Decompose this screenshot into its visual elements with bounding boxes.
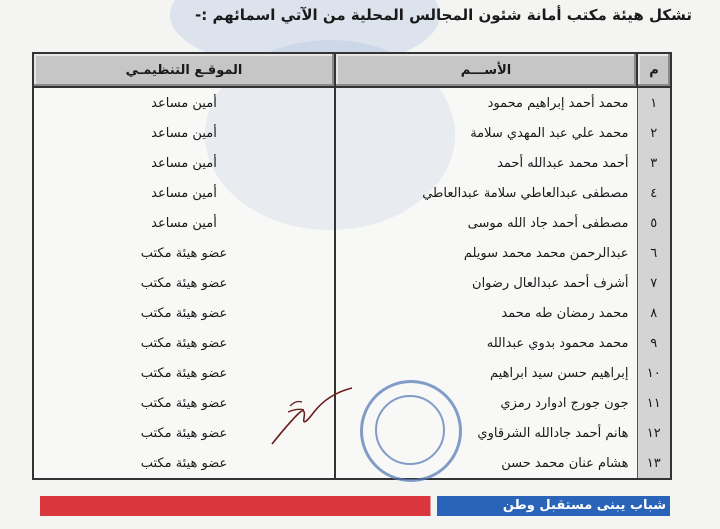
handwritten-signature xyxy=(268,384,358,454)
cell-role: أمين مساعد xyxy=(33,208,335,238)
cell-num: ٣ xyxy=(637,148,671,178)
cell-num: ٨ xyxy=(637,298,671,328)
cell-name: مصطفى عبدالعاطي سلامة عبدالعاطي xyxy=(335,178,637,208)
footer-slogan: شباب يبنى مستقبل وطن xyxy=(502,498,666,513)
cell-num: ٦ xyxy=(637,238,671,268)
cell-role: أمين مساعد xyxy=(33,178,335,208)
header-name: الأســـم xyxy=(335,53,637,87)
cell-name: إبراهيم حسن سيد ابراهيم xyxy=(335,358,637,388)
cell-role: أمين مساعد xyxy=(33,118,335,148)
table-row xyxy=(33,118,671,148)
cell-name: محمد محمود بدوي عبدالله xyxy=(335,328,637,358)
cell-num: ٧ xyxy=(637,268,671,298)
cell-name: أشرف أحمد عبدالعال رضوان xyxy=(335,268,637,298)
table-header-row xyxy=(33,53,671,87)
cell-name: محمد رمضان طه محمد xyxy=(335,298,637,328)
cell-num: ٥ xyxy=(637,208,671,238)
cell-role: عضو هيئة مكتب xyxy=(33,448,335,479)
cell-role: عضو هيئة مكتب xyxy=(33,238,335,268)
cell-name: عبدالرحمن محمد محمد سويلم xyxy=(335,238,637,268)
cell-name: مصطفى أحمد جاد الله موسى xyxy=(335,208,637,238)
table-row xyxy=(33,208,671,238)
table-row xyxy=(33,178,671,208)
table-row xyxy=(33,87,671,118)
cell-num: ٩ xyxy=(637,328,671,358)
table-row xyxy=(33,238,671,268)
cell-name: أحمد محمد عبدالله أحمد xyxy=(335,148,637,178)
cell-role: عضو هيئة مكتب xyxy=(33,298,335,328)
cell-role: أمين مساعد xyxy=(33,148,335,178)
cell-num: ٤ xyxy=(637,178,671,208)
cell-role: أمين مساعد xyxy=(33,87,335,118)
cell-num: ١ xyxy=(637,87,671,118)
cell-num: ٢ xyxy=(637,118,671,148)
cell-role: عضو هيئة مكتب xyxy=(33,268,335,298)
cell-name: هانم أحمد جادالله الشرقاوي xyxy=(335,418,637,448)
header-role: الموقـع التنظيمـي xyxy=(33,53,335,87)
page-heading: تشكل هيئة مكتب أمانة شئون المجالس المحلية من الآتي اسمائهم :- xyxy=(195,6,692,24)
table-row xyxy=(33,268,671,298)
cell-role: عضو هيئة مكتب xyxy=(33,418,335,448)
cell-num: ١٢ xyxy=(637,418,671,448)
official-stamp xyxy=(360,380,462,482)
cell-name: محمد أحمد إبراهيم محمود xyxy=(335,87,637,118)
table-row xyxy=(33,328,671,358)
cell-name: محمد علي عبد المهدي سلامة xyxy=(335,118,637,148)
cell-role: عضو هيئة مكتب xyxy=(33,328,335,358)
cell-num: ١٣ xyxy=(637,448,671,479)
table-row xyxy=(33,148,671,178)
cell-name: جون جورج ادوارد رمزي xyxy=(335,388,637,418)
cell-num: ١١ xyxy=(637,388,671,418)
cell-name: هشام عنان محمد حسن xyxy=(335,448,637,479)
cell-num: ١٠ xyxy=(637,358,671,388)
table-row xyxy=(33,298,671,328)
cell-role: عضو هيئة مكتب xyxy=(33,388,335,418)
header-num: م xyxy=(637,53,671,87)
cell-role: عضو هيئة مكتب xyxy=(33,358,335,388)
